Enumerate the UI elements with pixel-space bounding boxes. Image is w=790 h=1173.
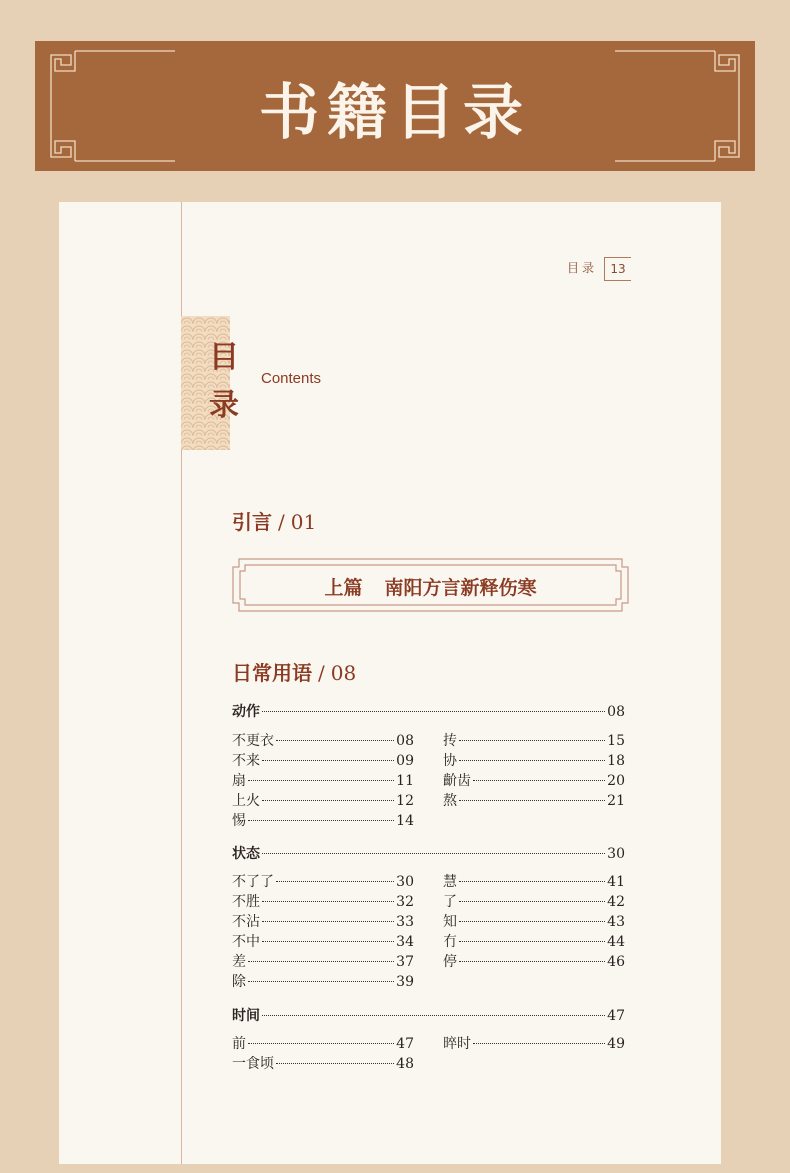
entry-page: 37 [396, 954, 414, 970]
page-number: 13 [604, 257, 631, 281]
toc-char-1: 目 [209, 340, 239, 375]
entry-page: 43 [607, 914, 625, 930]
entry-page: 42 [607, 894, 625, 910]
toc-char-2: 录 [209, 388, 239, 423]
intro-page: 01 [290, 510, 317, 534]
running-head: 目录 [567, 261, 598, 275]
category-page: 30 [607, 846, 625, 862]
leader-dots [459, 760, 605, 761]
leader-dots [459, 941, 605, 942]
toc-entry-row[interactable] [232, 872, 414, 892]
entry-label: 齘齿 [443, 773, 471, 789]
part-title-box[interactable] [231, 557, 630, 613]
section-separator: / [318, 661, 325, 685]
entry-page: 08 [396, 733, 414, 749]
entry-page: 41 [607, 874, 625, 890]
book-page [59, 202, 721, 1164]
leader-dots [473, 1043, 605, 1044]
toc-entry-row[interactable] [232, 731, 414, 751]
header-banner [35, 41, 755, 171]
category-label: 动作 [232, 704, 260, 720]
entry-label: 一食顷 [232, 1056, 274, 1072]
toc-entry-row[interactable] [232, 892, 414, 912]
leader-dots [276, 881, 394, 882]
entry-page: 49 [607, 1036, 625, 1052]
entry-label: 知 [443, 914, 457, 930]
toc-entry-row[interactable] [232, 1054, 414, 1074]
entry-label: 不沾 [232, 914, 260, 930]
entry-page: 48 [396, 1056, 414, 1072]
entry-page: 34 [396, 934, 414, 950]
toc-entry-row[interactable] [232, 972, 414, 992]
section-title: 日常用语 [232, 661, 312, 685]
leader-dots [262, 901, 394, 902]
toc-entry-row[interactable] [443, 932, 625, 952]
entry-label: 协 [443, 753, 457, 769]
toc-entry-row[interactable] [443, 791, 625, 811]
entry-page: 20 [607, 773, 625, 789]
leader-dots [262, 711, 605, 712]
category-label: 时间 [232, 1008, 260, 1024]
toc-entry-row[interactable] [232, 912, 414, 932]
toc-entry-row[interactable] [443, 952, 625, 972]
leader-dots [262, 941, 394, 942]
entry-label: 差 [232, 954, 246, 970]
toc-entry-row[interactable] [232, 751, 414, 771]
intro-separator: / [278, 510, 285, 534]
entry-page: 44 [607, 934, 625, 950]
entry-label: 冇 [443, 934, 457, 950]
intro-heading[interactable] [232, 506, 316, 535]
entry-label: 不了了 [232, 874, 274, 890]
banner-title: 书籍目录 [259, 78, 531, 148]
leader-dots [459, 740, 605, 741]
leader-dots [459, 901, 605, 902]
entry-label: 慧 [443, 874, 457, 890]
toc-entry-row[interactable] [232, 811, 414, 831]
leader-dots [248, 961, 394, 962]
entry-page: 12 [396, 793, 414, 809]
entry-page: 15 [607, 733, 625, 749]
leader-dots [262, 760, 394, 761]
toc-entry-row[interactable] [443, 912, 625, 932]
entry-page: 14 [396, 813, 414, 829]
toc-entry-row[interactable] [232, 932, 414, 952]
toc-entry-row[interactable] [443, 771, 625, 791]
entry-label: 抟 [443, 733, 457, 749]
toc-category-row[interactable] [232, 844, 625, 864]
entry-label: 了 [443, 894, 457, 910]
toc-entry-row[interactable] [443, 872, 625, 892]
entry-page: 18 [607, 753, 625, 769]
entry-label: 不更衣 [232, 733, 274, 749]
entry-label: 除 [232, 974, 246, 990]
leader-dots [262, 921, 394, 922]
category-page: 47 [607, 1008, 625, 1024]
part-label: 上篇 [324, 577, 363, 599]
toc-entry-row[interactable] [443, 751, 625, 771]
entry-page: 47 [396, 1036, 414, 1052]
entry-label: 停 [443, 954, 457, 970]
entry-label: 前 [232, 1036, 246, 1052]
entry-label: 晬时 [443, 1036, 471, 1052]
entry-label: 扇 [232, 773, 246, 789]
toc-entry-row[interactable] [232, 952, 414, 972]
entry-page: 32 [396, 894, 414, 910]
entry-label: 惕 [232, 813, 246, 829]
entry-page: 46 [607, 954, 625, 970]
intro-title: 引言 [232, 510, 272, 534]
leader-dots [276, 740, 394, 741]
entry-label: 上火 [232, 793, 260, 809]
entry-label: 不胜 [232, 894, 260, 910]
leader-dots [262, 853, 605, 854]
entry-page: 39 [396, 974, 414, 990]
leader-dots [459, 961, 605, 962]
toc-entry-row[interactable] [232, 1034, 414, 1054]
part-name: 南阳方言新释伤寒 [384, 577, 537, 599]
leader-dots [276, 1063, 394, 1064]
leader-dots [473, 780, 605, 781]
entry-label: 不中 [232, 934, 260, 950]
leader-dots [262, 1015, 605, 1016]
toc-entry-row[interactable] [443, 1034, 625, 1054]
leader-dots [459, 921, 605, 922]
entry-label: 不来 [232, 753, 260, 769]
entry-page: 09 [396, 753, 414, 769]
toc-entry-row[interactable] [443, 731, 625, 751]
entry-page: 21 [607, 793, 625, 809]
section-heading[interactable] [232, 657, 356, 686]
category-page: 08 [607, 704, 625, 720]
toc-category-row[interactable] [232, 702, 625, 722]
toc-entry-row[interactable] [232, 771, 414, 791]
category-label: 状态 [232, 846, 260, 862]
leader-dots [248, 820, 394, 821]
leader-dots [459, 800, 605, 801]
toc-category-row[interactable] [232, 1006, 625, 1026]
entry-page: 30 [396, 874, 414, 890]
leader-dots [262, 800, 394, 801]
toc-entry-row[interactable] [443, 892, 625, 912]
part-title [231, 573, 630, 600]
leader-dots [248, 981, 394, 982]
section-page: 08 [330, 661, 357, 685]
entry-label: 熬 [443, 793, 457, 809]
entry-page: 11 [396, 773, 414, 789]
leader-dots [248, 1043, 394, 1044]
toc-entry-row[interactable] [232, 791, 414, 811]
leader-dots [459, 881, 605, 882]
contents-english-label: Contents [261, 370, 322, 387]
entry-page: 33 [396, 914, 414, 930]
leader-dots [248, 780, 394, 781]
